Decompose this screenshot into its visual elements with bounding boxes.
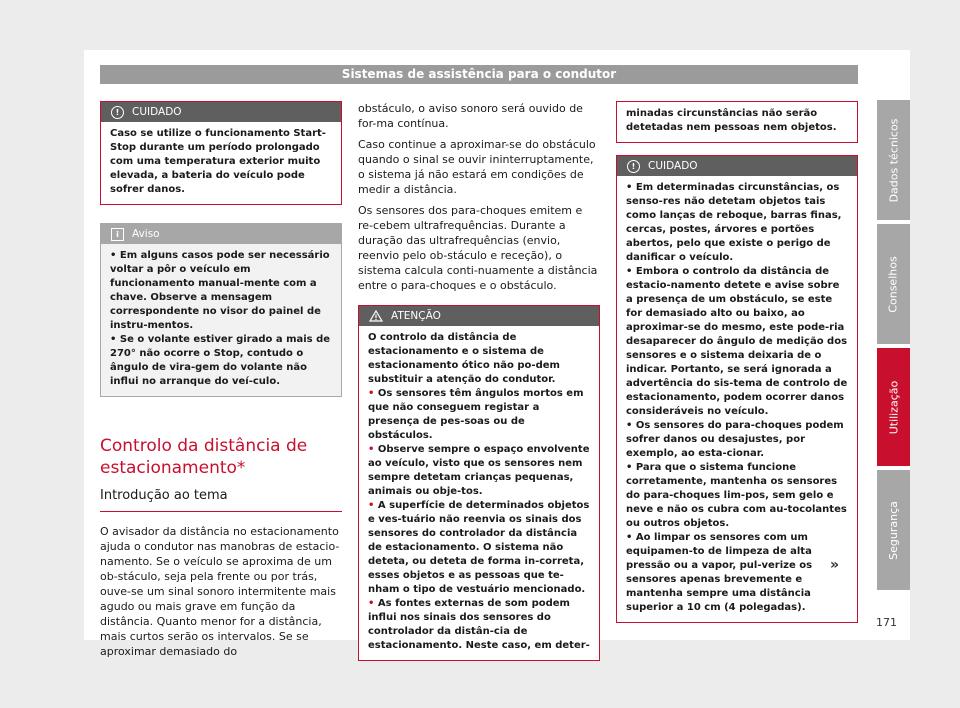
warning-body (359, 326, 599, 660)
note-box (100, 223, 342, 397)
note-label: Aviso (132, 228, 160, 240)
paragraph: Os sensores dos para-choques emitem e re-cebem ultrafrequências. Durante a duração das ultrafrequências (envio, reenvio pelo ob-stáculo e receção), o sistema calcula conti-nuamente a distância entre o para-choques e o obstáculo. (358, 204, 598, 292)
note-body (101, 244, 341, 396)
caution-label-2: CUIDADO (648, 160, 698, 172)
warning-label: ATENÇÃO (391, 310, 441, 322)
tab-utilizacao[interactable]: Utilização (877, 348, 910, 466)
caution-item: • Embora o controlo da distância de estacio-namento detete e avise sobre a presença de um obstáculo, se este for demasiado alto ou baixo, ao aproximar-se do mesmo, este pode-ria desaparecer do ângulo de medição dos sensores e o sistema deixaria de o indicar. Portanto, se será ignorada a advertência do sis-tema de controlo de estacionamento, podem ocorrer danos consideráveis no veículo. (626, 266, 848, 417)
column-3 (616, 101, 858, 623)
caution-item: • Para que o sistema funcione corretamente, mantenha os sensores do para-choques lim-pos, sem gelo e neve e não os cubra com au-tocolantes ou outros objetos. (626, 462, 847, 529)
intro-paragraph: O avisador da distância no estacionamento ajuda o condutor nas manobras de estacio-namento. Se o veículo se aproxima de um ob-stáculo, seja pela frente ou por trás, ouve-se um sinal sonoro intermitente mais agudo ou mais grave em função da distância. Quanto menor for a distância, mais curtos serão os intervalos. Se se aproximar demasiado do (100, 525, 340, 658)
caution-box-2 (616, 155, 858, 623)
note-item: • Em alguns casos pode ser necessário voltar a pôr o veículo em funcionamento manual-mente com a chave. Observe a mensagem correspondente no visor do painel de instru-mentos. (110, 250, 330, 331)
warning-item: • Observe sempre o espaço envolvente ao veículo, visto que os sensores nem sempre detetam crianças pequenas, animais ou obje-tos. (368, 444, 590, 497)
caution-body-2 (617, 176, 857, 622)
warning-item: • Os sensores têm ângulos mortos em que não conseguem registar a presença de pes-soas ou de obstáculos. (368, 388, 584, 441)
caution-header (101, 102, 341, 122)
page-number: 171 (876, 616, 897, 629)
note-header (101, 224, 341, 244)
caution-item: • Os sensores do para-choques podem sofrer danos ou desajustes, por exemplo, ao esta-cionar. (626, 420, 844, 459)
column-1 (100, 101, 342, 665)
paragraph: obstáculo, o aviso sonoro será ouvido de for-ma contínua. (358, 102, 583, 130)
section-heading-block (100, 435, 342, 512)
warning-item: • As fontes externas de som podem influi nos sinais dos sensores do controlador da distân-cia de estacionamento. Neste caso, em deter- (368, 598, 590, 651)
warning-continued-text: minadas circunstâncias não serão detetadas nem pessoas nem objetos. (626, 108, 837, 133)
caution-box (100, 101, 342, 205)
caution-header-2 (617, 156, 857, 176)
continue-arrow-icon: » (830, 557, 840, 573)
warning-intro: O controlo da distância de estacionamento e o sistema de estacionamento ótico não po-dem substituir a atenção do condutor. (368, 332, 560, 385)
caution-text: Caso se utilize o funcionamento Start-Stop durante um período prolongado com uma temperatura exterior muito elevada, a bateria do veículo pode sofrer danos. (110, 128, 326, 195)
tab-seguranca[interactable]: Segurança (877, 470, 910, 590)
warning-box (358, 305, 600, 661)
exclamation-icon: ! (627, 160, 640, 173)
exclamation-icon: ! (111, 106, 124, 119)
caution-item: • Em determinadas circunstâncias, os senso-res não detetam objetos tais como lanças de reboque, barras finas, cercas, postes, árvores e portões abertos, pelo que existe o perigo de danificar o veículo. (626, 182, 842, 263)
info-icon: i (111, 228, 124, 241)
warning-triangle-icon (369, 310, 383, 322)
warning-header (359, 306, 599, 326)
warning-continued-box (616, 101, 858, 143)
tab-conselhos[interactable]: Conselhos (877, 224, 910, 344)
warning-item: • A superfície de determinados objetos e ves-tuário não reenvia os sinais dos sensores do controlador da distância de estacionamento. O sistema não deteta, ou deteta de forma in-correta, esses objetos e as pessoas que te-nham o tipo de vestuário mencionado. (368, 500, 590, 595)
subsection-title: Introdução ao tema (100, 479, 342, 512)
section-title: Controlo da distância de estacionamento* (100, 436, 308, 478)
column-2 (358, 101, 600, 661)
caution-item: • Ao limpar os sensores com um equipamen-to de limpeza de alta pressão ou a vapor, pul-verize os sensores apenas brevemente e mantenha sempre uma distância superior a 10 cm (4 polegadas). (626, 532, 813, 613)
note-item: • Se o volante estiver girado a mais de 270° não ocorre o Stop, contudo o ângulo de vira-gem do volante não influi no arranque do veí-culo. (110, 334, 331, 387)
page-header: Sistemas de assistência para o condutor (100, 65, 858, 84)
tab-dados-tecnicos[interactable]: Dados técnicos (877, 100, 910, 220)
caution-label: CUIDADO (132, 106, 182, 118)
paragraph: Caso continue a aproximar-se do obstáculo quando o sinal se ouvir ininterruptamente, o sistema já não estará em condições de medir a distância. (358, 138, 596, 196)
